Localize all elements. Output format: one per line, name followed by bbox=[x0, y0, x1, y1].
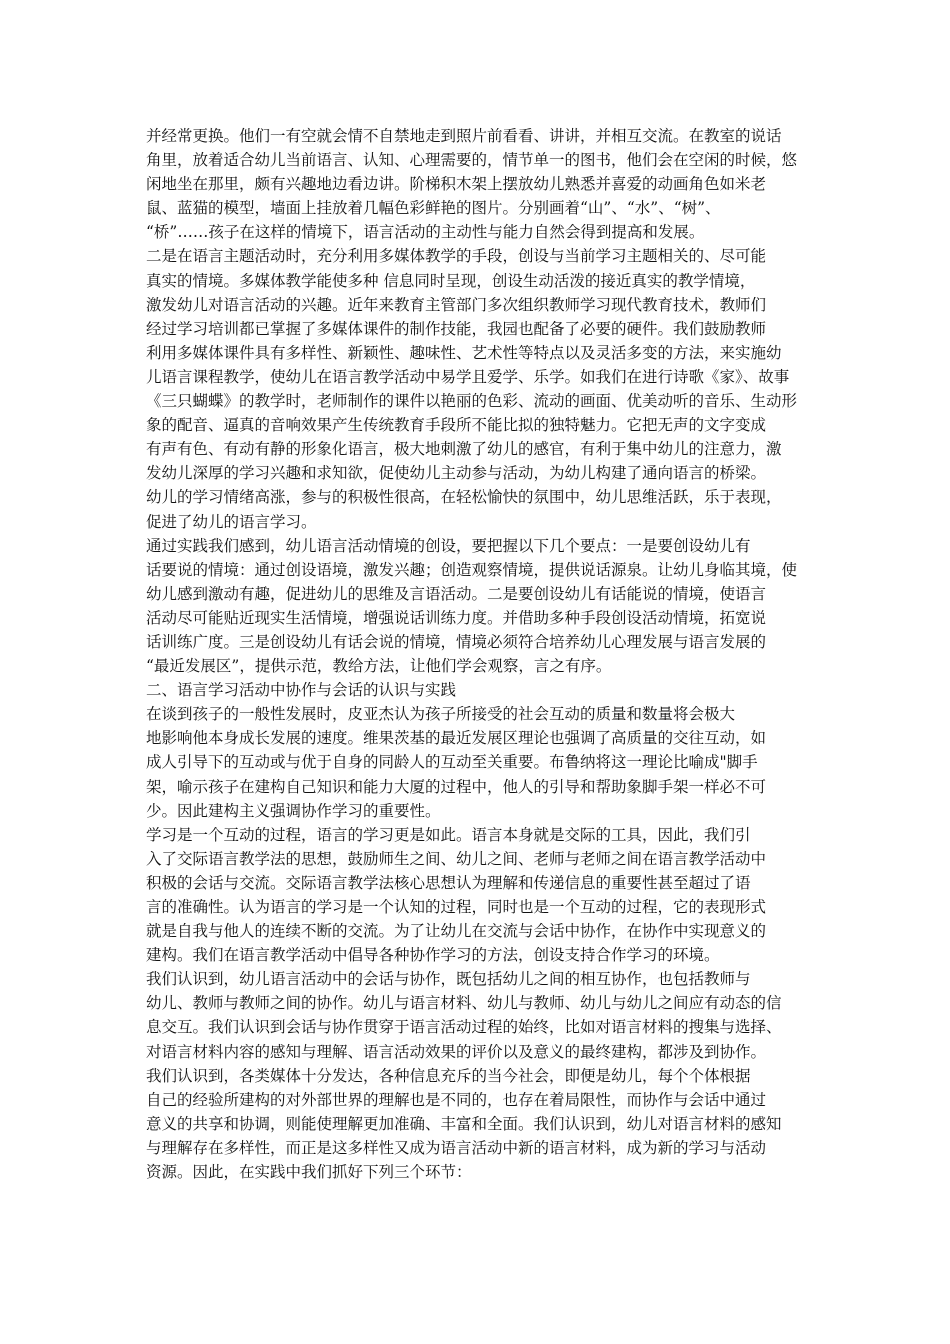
text-line: “桥”……孩子在这样的情境下，语言活动的主动性与能力自然会得到提高和发展。 bbox=[146, 223, 705, 242]
text-line: 有声有色、有动有静的形象化语言，极大地刺激了幼儿的感官，有利于集中幼儿的注意力，激 bbox=[146, 440, 782, 459]
text-line: 象的配音、逼真的音响效果产生传统教育手段所不能比拟的独特魅力。它把无声的文字变成 bbox=[146, 416, 767, 435]
text-line: 通过实践我们感到，幼儿语言活动情境的创设，要把握以下几个要点：一是要创设幼儿有 bbox=[146, 536, 751, 555]
text-line: 幼儿的学习情绪高涨，参与的积极性很高，在轻松愉快的氛围中，幼儿思维活跃，乐于表现， bbox=[146, 488, 782, 507]
text-line: 儿语言课程教学，使幼儿在语言教学活动中易学且爱学、乐学。如我们在进行诗歌《家》、故事 bbox=[146, 367, 790, 386]
text-line: 闲地坐在那里，颇有兴趣地边看边讲。阶梯积木架上摆放幼儿熟悉并喜爱的动画角色如米老 bbox=[146, 175, 767, 194]
text-line: 《三只蝴蝶》的教学时，老师制作的课件以艳丽的色彩、流动的画面、优美动听的音乐、生动形 bbox=[146, 392, 798, 411]
text-line: 话要说的情境：通过创设语境，激发兴趣；创造观察情境，提供说话源泉。让幼儿身临其境，使 bbox=[146, 560, 798, 579]
text-line: 促进了幼儿的语言学习。 bbox=[146, 512, 317, 531]
text-line: “最近发展区”，提供示范，教给方法，让他们学会观察，言之有序。 bbox=[146, 657, 612, 676]
text-line: 激发幼儿对语言活动的兴趣。近年来教育主管部门多次组织教师学习现代教育技术，教师们 bbox=[146, 295, 767, 314]
text-line: 入了交际语言教学法的思想，鼓励师生之间、幼儿之间、老师与老师之间在语言教学活动中 bbox=[146, 849, 767, 868]
text-line: 利用多媒体课件具有多样性、新颖性、趣味性、艺术性等特点以及灵活多变的方法，来实施幼 bbox=[146, 343, 782, 362]
text-line: 活动尽可能贴近现实生活情境，增强说话训练力度。并借助多种手段创设活动情境，拓宽说 bbox=[146, 608, 767, 627]
text-line: 息交互。我们认识到会话与协作贯穿于语言活动过程的始终，比如对语言材料的搜集与选择、 bbox=[146, 1018, 782, 1037]
text-line: 真实的情境。多媒体教学能使多种 信息同时呈现，创设生动活泼的接近真实的教学情境， bbox=[146, 271, 756, 290]
text-line: 角里，放着适合幼儿当前语言、认知、心理需要的，情节单一的图书，他们会在空闲的时候，悠 bbox=[146, 151, 798, 170]
text-line: 话训练广度。三是创设幼儿有话会说的情境，情境必须符合培养幼儿心理发展与语言发展的 bbox=[146, 632, 767, 651]
text-line: 对语言材料内容的感知与理解、语言活动效果的评价以及意义的最终建构，都涉及到协作。 bbox=[146, 1042, 767, 1061]
text-line: 地影响他本身成长发展的速度。维果茨基的最近发展区理论也强调了高质量的交往互动，如 bbox=[146, 729, 767, 748]
text-line: 我们认识到，各类媒体十分发达，各种信息充斥的当今社会，即便是幼儿，每个个体根据 bbox=[146, 1066, 751, 1085]
text-line: 言的准确性。认为语言的学习是一个认知的过程，同时也是一个互动的过程，它的表现形式 bbox=[146, 898, 767, 916]
text-line: 积极的会话与交流。交际语言教学法核心思想认为理解和传递信息的重要性甚至超过了语 bbox=[146, 873, 751, 892]
text-line: 建构。我们在语言教学活动中倡导各种协作学习的方法，创设支持合作学习的环境。 bbox=[146, 946, 720, 965]
text-line: 经过学习培训都已掌握了多媒体课件的制作技能，我园也配备了必要的硬件。我们鼓励教师 bbox=[146, 319, 767, 338]
text-line: 并经常更换。他们一有空就会情不自禁地走到照片前看看、讲讲，并相互交流。在教室的说话 bbox=[146, 127, 782, 145]
text-line: 就是自我与他人的连续不断的交流。为了让幼儿在交流与会话中协作，在协作中实现意义的 bbox=[146, 922, 767, 941]
text-line: 在谈到孩子的一般性发展时，皮亚杰认为孩子所接受的社会互动的质量和数量将会极大 bbox=[146, 705, 736, 724]
text-line: 幼儿感到激动有趣，促进幼儿的思维及言语活动。二是要创设幼儿有话能说的情境，使语言 bbox=[146, 584, 767, 603]
text-line: 少。因此建构主义强调协作学习的重要性。 bbox=[146, 801, 441, 820]
text-line: 架，喻示孩子在建构自己知识和能力大厦的过程中，他人的引导和帮助象脚手架一样必不可 bbox=[146, 777, 767, 796]
body-text bbox=[146, 124, 810, 1184]
text-line: 自己的经验所建构的对外部世界的理解也是不同的，也存在着局限性，而协作与会话中通过 bbox=[146, 1090, 767, 1109]
text-line: 成人引导下的互动或与优于自身的同龄人的互动至关重要。布鲁纳将这一理论比喻成"脚手 bbox=[146, 753, 758, 772]
text-line: 幼儿、教师与教师之间的协作。幼儿与语言材料、幼儿与教师、幼儿与幼儿之间应有动态的信 bbox=[146, 994, 782, 1013]
text-line: 发幼儿深厚的学习兴趣和求知欲，促使幼儿主动参与活动，为幼儿构建了通向语言的桥梁。 bbox=[146, 464, 767, 483]
section-heading: 二、语言学习活动中协作与会话的认识与实践 bbox=[146, 681, 457, 700]
text-line: 鼠、蓝猫的模型，墙面上挂放着几幅色彩鲜艳的图片。分别画着“山”、“水”、“树”、 bbox=[146, 199, 721, 218]
text-line: 资源。因此，在实践中我们抓好下列三个环节： bbox=[146, 1163, 472, 1182]
text-line: 意义的共享和协调，则能使理解更加准确、丰富和全面。我们认识到，幼儿对语言材料的感知 bbox=[146, 1114, 782, 1133]
text-line: 学习是一个互动的过程，语言的学习更是如此。语言本身就是交际的工具，因此，我们引 bbox=[146, 825, 751, 844]
text-line: 二是在语言主题活动时，充分利用多媒体教学的手段，创设与当前学习主题相关的、尽可能 bbox=[146, 247, 767, 266]
text-line: 我们认识到，幼儿语言活动中的会话与协作，既包括幼儿之间的相互协作，也包括教师与 bbox=[146, 970, 751, 989]
text-line: 与理解存在多样性，而正是这多样性又成为语言活动中新的语言材料，成为新的学习与活动 bbox=[146, 1138, 767, 1157]
